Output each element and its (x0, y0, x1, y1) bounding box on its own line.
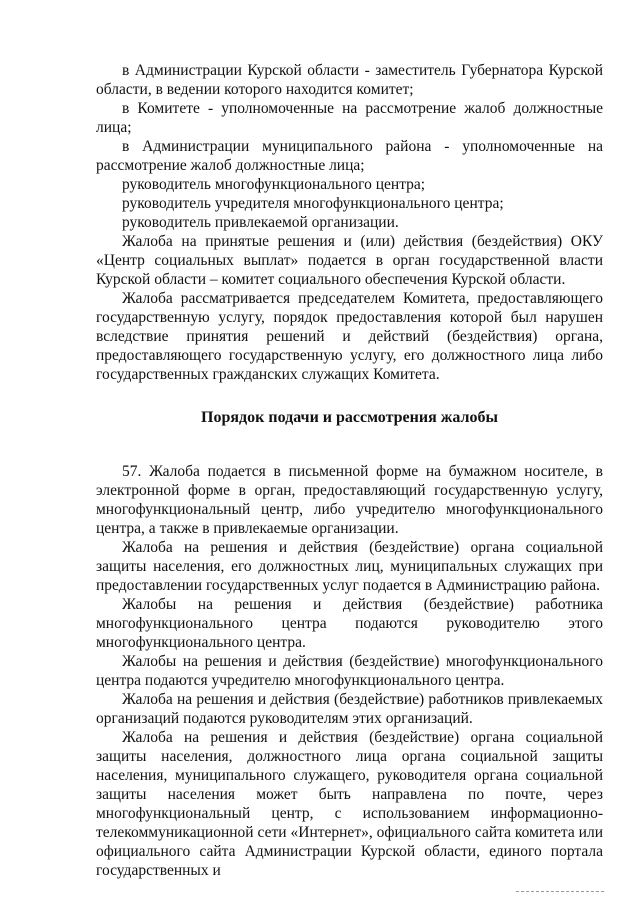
paragraph-submission-channels: Жалоба на решения и действия (бездействие) органа социальной защиты населения, должностного лица органа социальной защиты населения, муниципального служащего, руководителя органа социальной защиты населения может быть направлена по почте, через многофункциональный центр, с использованием информационно-телекоммуникационной сети «Интернет», официального сайта комитета или официального сайта Администрации Курской области, единого портала государственных и (96, 729, 603, 879)
paragraph-57: 57. Жалоба подается в письменной форме на бумажном носителе, в электронной форме в орган, предоставляющий государственную услугу, многофункциональный центр, либо учредителю многофункционального центра, а также в привлекаемые организации. (96, 463, 603, 537)
paragraph-oku-complaint: Жалоба на принятые решения и (или) действия (бездействия) ОКУ «Центр социальных выплат» подается в орган государственной власти Курской области – комитет социального обеспечения Курской области. (96, 233, 603, 288)
paragraph-committee: в Комитете - уполномоченные на рассмотрение жалоб должностные лица; (96, 100, 603, 136)
paragraph-involved-org-head: руководитель привлекаемой организации. (122, 214, 399, 231)
paragraph-mfc-worker: Жалобы на решения и действия (бездействие) работника многофункционального центра подаются руководителю этого многофункционального центра. (96, 596, 603, 651)
page-edge-mark (516, 891, 604, 892)
paragraph-municipal-district: в Администрации муниципального района - уполномоченные на рассмотрение жалоб должностные лица; (96, 138, 603, 174)
paragraph-mfc: Жалобы на решения и действия (бездействие) многофункционального центра подаются учредителю многофункционального центра. (96, 653, 603, 689)
paragraph-social-protection: Жалоба на решения и действия (бездействие) органа социальной защиты населения, его должностных лиц, муниципальных служащих при предоставлении государственных услуг подается в Администрацию района. (96, 539, 603, 594)
paragraph-mfc-founder-head: руководитель учредителя многофункционального центра; (122, 195, 504, 212)
section-heading: Порядок подачи и рассмотрения жалобы (201, 409, 498, 426)
paragraph-administration-kursk: в Администрации Курской области - заместитель Губернатора Курской области, в ведении которого находится комитет; (96, 62, 603, 98)
paragraph-mfc-head: руководитель многофункционального центра; (122, 176, 426, 193)
paragraph-chairman-review: Жалоба рассматривается председателем Комитета, предоставляющего государственную услугу, порядок предоставления которой был нарушен вследствие принятия решений и действий (бездействия) органа, предоставляющего государственную услугу, его должностного лица либо государственных гражданских служащих Комитета. (96, 290, 603, 383)
paragraph-involved-orgs: Жалоба на решения и действия (бездействие) работников привлекаемых организаций подаются руководителям этих организаций. (96, 691, 603, 727)
